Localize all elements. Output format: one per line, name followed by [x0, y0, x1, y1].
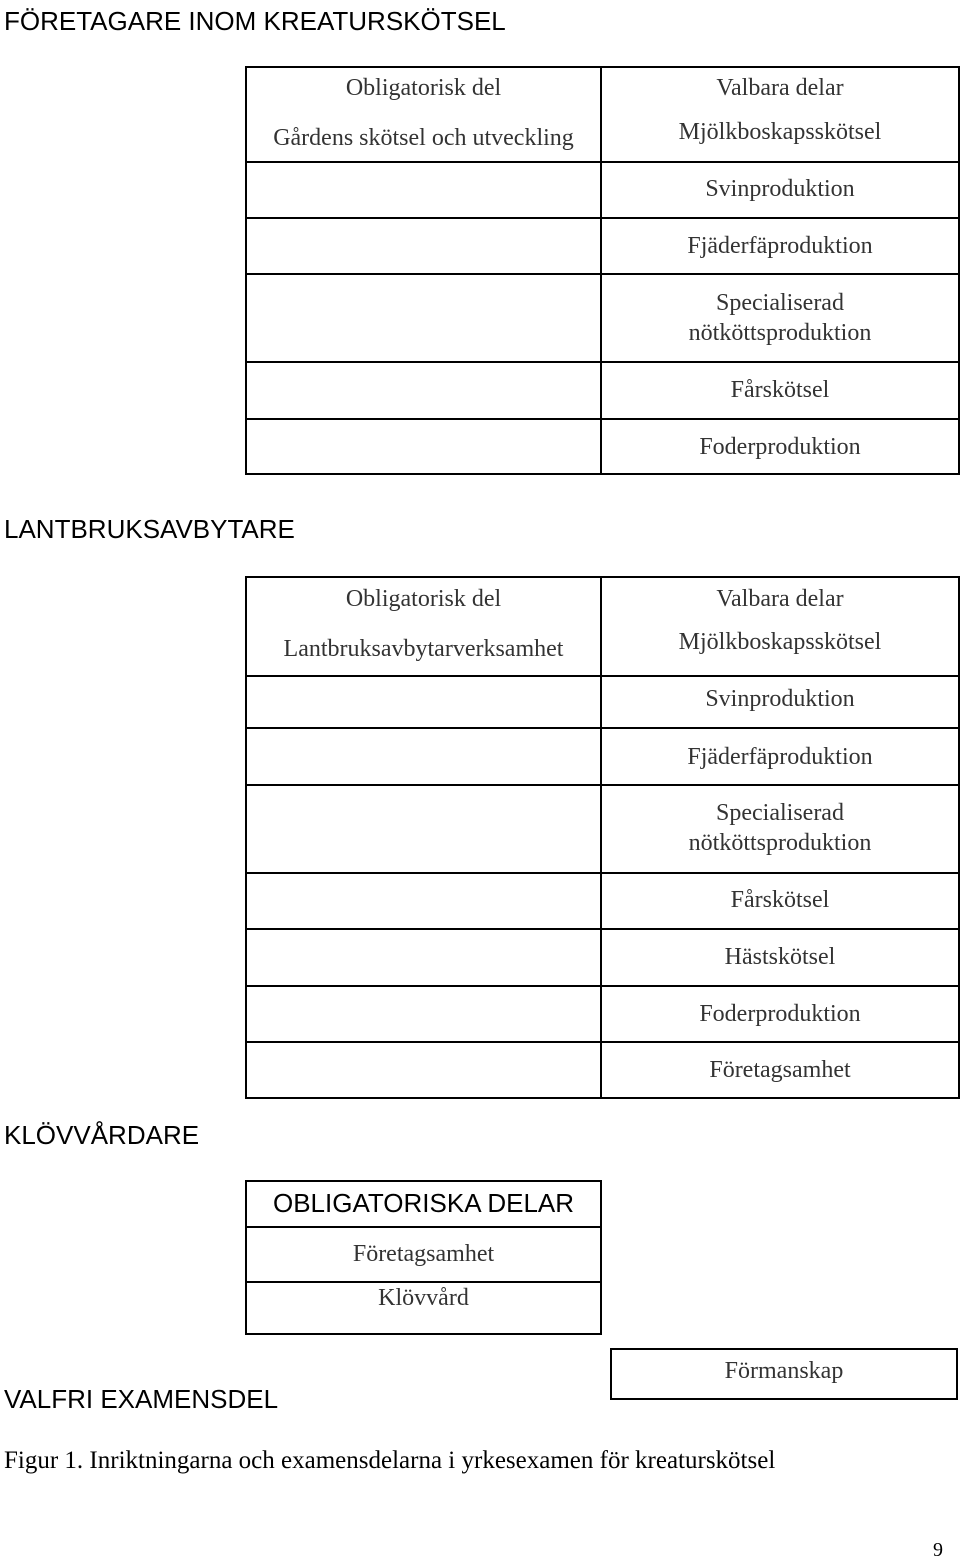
section-title-klovvardare: KLÖVVÅRDARE	[4, 1120, 200, 1150]
optional-header: Valbara delar	[716, 586, 844, 612]
optional-item: Svinproduktion	[705, 176, 855, 202]
table-divider	[245, 1041, 960, 1043]
optional-item: Mjölkboskapsskötsel	[678, 119, 882, 145]
section-title-valfri: VALFRI EXAMENSDEL	[4, 1384, 279, 1414]
table-divider	[245, 418, 960, 420]
optional-item-line: Specialiserad	[716, 290, 844, 316]
mandatory-header: Obligatorisk del	[345, 586, 502, 612]
optional-item: Hästskötsel	[724, 944, 836, 970]
optional-item: Foderproduktion	[699, 434, 861, 460]
optional-item: Fjäderfäproduktion	[687, 744, 873, 770]
table-divider	[245, 928, 960, 930]
table-divider	[245, 161, 960, 163]
table-divider	[245, 985, 960, 987]
optional-item: Förmanskap	[724, 1358, 844, 1384]
mandatory-item: Klövvård	[378, 1285, 469, 1311]
mandatory-item: Lantbruksavbytarverksamhet	[283, 636, 564, 662]
optional-item: Mjölkboskapsskötsel	[678, 629, 882, 655]
figure-caption: Figur 1. Inriktningarna och examensdelarna i yrkesexamen för kreaturskötsel	[4, 1447, 776, 1474]
optional-item: Fårskötsel	[730, 377, 830, 403]
mandatory-header: OBLIGATORISKA DELAR	[272, 1188, 575, 1218]
table-divider	[245, 361, 960, 363]
table-divider	[245, 1226, 602, 1228]
optional-item: Företagsamhet	[709, 1057, 851, 1083]
mandatory-item: Företagsamhet	[352, 1241, 495, 1267]
optional-item: Fårskötsel	[730, 887, 830, 913]
optional-item: Fjäderfäproduktion	[687, 233, 873, 259]
optional-header: Valbara delar	[716, 75, 844, 101]
section-title-lantbruksavbytare: LANTBRUKSAVBYTARE	[4, 514, 295, 544]
table-divider	[245, 217, 960, 219]
mandatory-header: Obligatorisk del	[345, 75, 502, 101]
table-divider	[245, 872, 960, 874]
page-number: 9	[933, 1539, 943, 1561]
optional-item: Foderproduktion	[699, 1001, 861, 1027]
table-divider	[245, 784, 960, 786]
section-title-foretagare: FÖRETAGARE INOM KREATURSKÖTSEL	[4, 6, 506, 36]
optional-item: Svinproduktion	[705, 686, 855, 712]
table-divider	[245, 273, 960, 275]
optional-item-line: nötköttsproduktion	[688, 320, 872, 346]
optional-item-line: Specialiserad	[716, 800, 844, 826]
table-divider	[245, 727, 960, 729]
optional-item-line: nötköttsproduktion	[688, 830, 872, 856]
table-divider	[245, 675, 960, 677]
optional-item	[602, 288, 958, 348]
mandatory-item: Gårdens skötsel och utveckling	[273, 125, 574, 151]
optional-item	[602, 798, 958, 858]
